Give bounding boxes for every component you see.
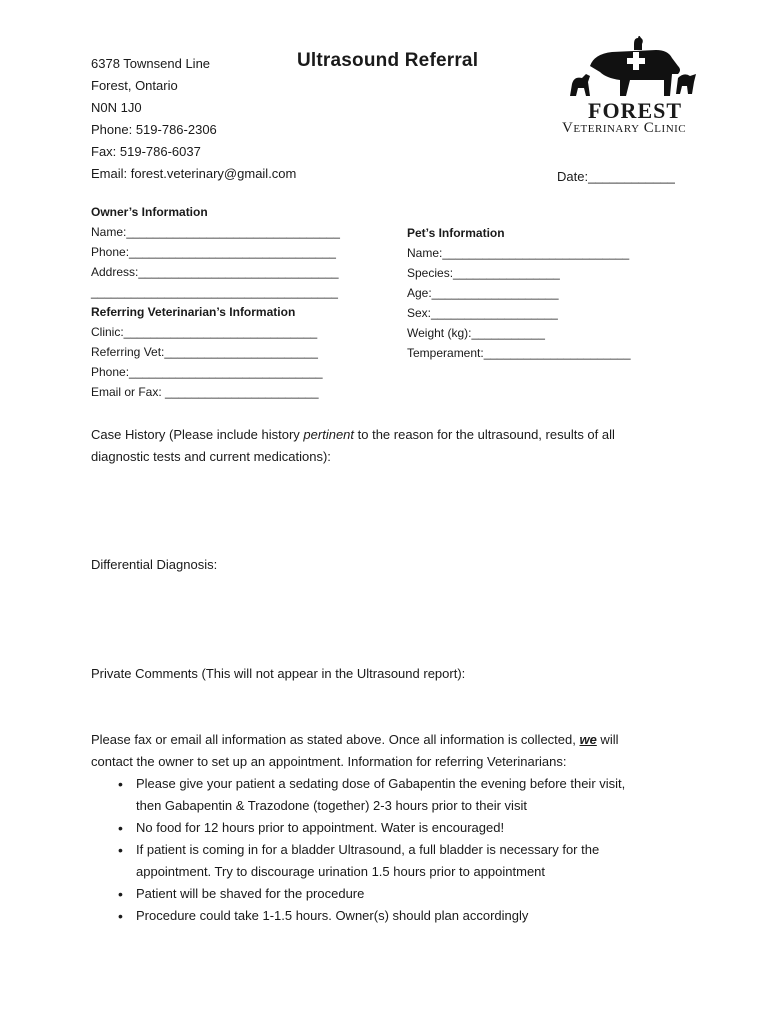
owner-name-field[interactable]: Name:________________________________ bbox=[91, 225, 340, 239]
address-line: Forest, Ontario bbox=[91, 78, 178, 93]
pet-species-field[interactable]: Species:________________ bbox=[407, 266, 560, 280]
pet-weight-field[interactable]: Weight (kg):___________ bbox=[407, 326, 545, 340]
list-item-text: • Patient will be shaved for the procedure bbox=[136, 886, 365, 901]
date-field[interactable]: Date:____________ bbox=[557, 169, 675, 184]
case-history-text: Case History (Please include history bbox=[91, 427, 304, 442]
list-item bbox=[91, 905, 625, 927]
case-history-emphasis: pertinent bbox=[303, 427, 355, 442]
instructions-list bbox=[91, 773, 625, 927]
list-item-text: appointment. Try to discourage urination 1.5 hours prior to appointment bbox=[136, 864, 546, 879]
owner-phone-field[interactable]: Phone:_______________________________ bbox=[91, 245, 336, 259]
pet-heading: Pet’s Information bbox=[407, 226, 505, 240]
pet-age-field[interactable]: Age:___________________ bbox=[407, 286, 559, 300]
case-history-label bbox=[91, 424, 615, 468]
list-item-text: • If patient is coming in for a bladder Ultrasound, a full bladder is necessary for the bbox=[136, 842, 600, 857]
clinic-field[interactable]: Clinic:_____________________________ bbox=[91, 325, 318, 339]
referring-vet-heading: Referring Veterinarian’s Information bbox=[91, 305, 296, 319]
instructions-text: Please fax or email all information as stated above. Once all information is collected, bbox=[91, 732, 580, 747]
list-item bbox=[91, 839, 625, 883]
list-item bbox=[91, 817, 625, 839]
vet-email-fax-field[interactable]: Email or Fax: _______________________ bbox=[91, 385, 319, 399]
fax-line: Fax: 519-786-6037 bbox=[91, 144, 201, 159]
email-line: Email: forest.veterinary@gmail.com bbox=[91, 166, 297, 181]
instructions-emphasis: we bbox=[579, 732, 597, 747]
referring-vet-field[interactable]: Referring Vet:_______________________ bbox=[91, 345, 318, 359]
address-line: N0N 1J0 bbox=[91, 100, 142, 115]
instructions-text: will bbox=[596, 732, 619, 747]
animals-silhouette-with-cross-icon bbox=[560, 36, 710, 102]
case-history-text: to the reason for the ultrasound, results of all bbox=[354, 427, 615, 442]
vet-phone-field[interactable]: Phone:_____________________________ bbox=[91, 365, 323, 379]
list-item-text: • Procedure could take 1-1.5 hours. Owner(s) should plan accordingly bbox=[136, 908, 529, 923]
logo-line1: FOREST bbox=[588, 98, 683, 123]
logo-line2: Veterinary Clinic bbox=[562, 120, 687, 136]
list-item-text: • No food for 12 hours prior to appointment. Water is encouraged! bbox=[136, 820, 505, 835]
owner-heading: Owner’s Information bbox=[91, 205, 208, 219]
page-title: Ultrasound Referral bbox=[297, 50, 479, 71]
owner-address-field[interactable]: Address:______________________________ bbox=[91, 265, 339, 279]
instructions-text: contact the owner to set up an appointment. Information for referring Veterinarians: bbox=[91, 754, 567, 769]
list-item-text: then Gabapentin & Trazodone (together) 2-3 hours prior to their visit bbox=[136, 798, 527, 813]
private-comments-label: Private Comments (This will not appear in the Ultrasound report): bbox=[91, 666, 466, 681]
phone-line: Phone: 519-786-2306 bbox=[91, 122, 217, 137]
owner-section bbox=[91, 202, 340, 402]
owner-address-line2-field[interactable]: _____________________________________ bbox=[91, 285, 338, 299]
list-item bbox=[91, 773, 625, 817]
pet-name-field[interactable]: Name:____________________________ bbox=[407, 246, 630, 260]
instructions bbox=[91, 729, 625, 927]
pet-section bbox=[407, 223, 631, 363]
pet-sex-field[interactable]: Sex:___________________ bbox=[407, 306, 558, 320]
address-line: 6378 Townsend Line bbox=[91, 56, 211, 71]
list-item bbox=[91, 883, 625, 905]
clinic-logo bbox=[560, 36, 710, 136]
case-history-text: diagnostic tests and current medications): bbox=[91, 449, 331, 464]
pet-temperament-field[interactable]: Temperament:______________________ bbox=[407, 346, 631, 360]
differential-diagnosis-label: Differential Diagnosis: bbox=[91, 557, 218, 572]
list-item-text: • Please give your patient a sedating dose of Gabapentin the evening before their visit, bbox=[136, 776, 626, 791]
clinic-address bbox=[91, 53, 296, 185]
